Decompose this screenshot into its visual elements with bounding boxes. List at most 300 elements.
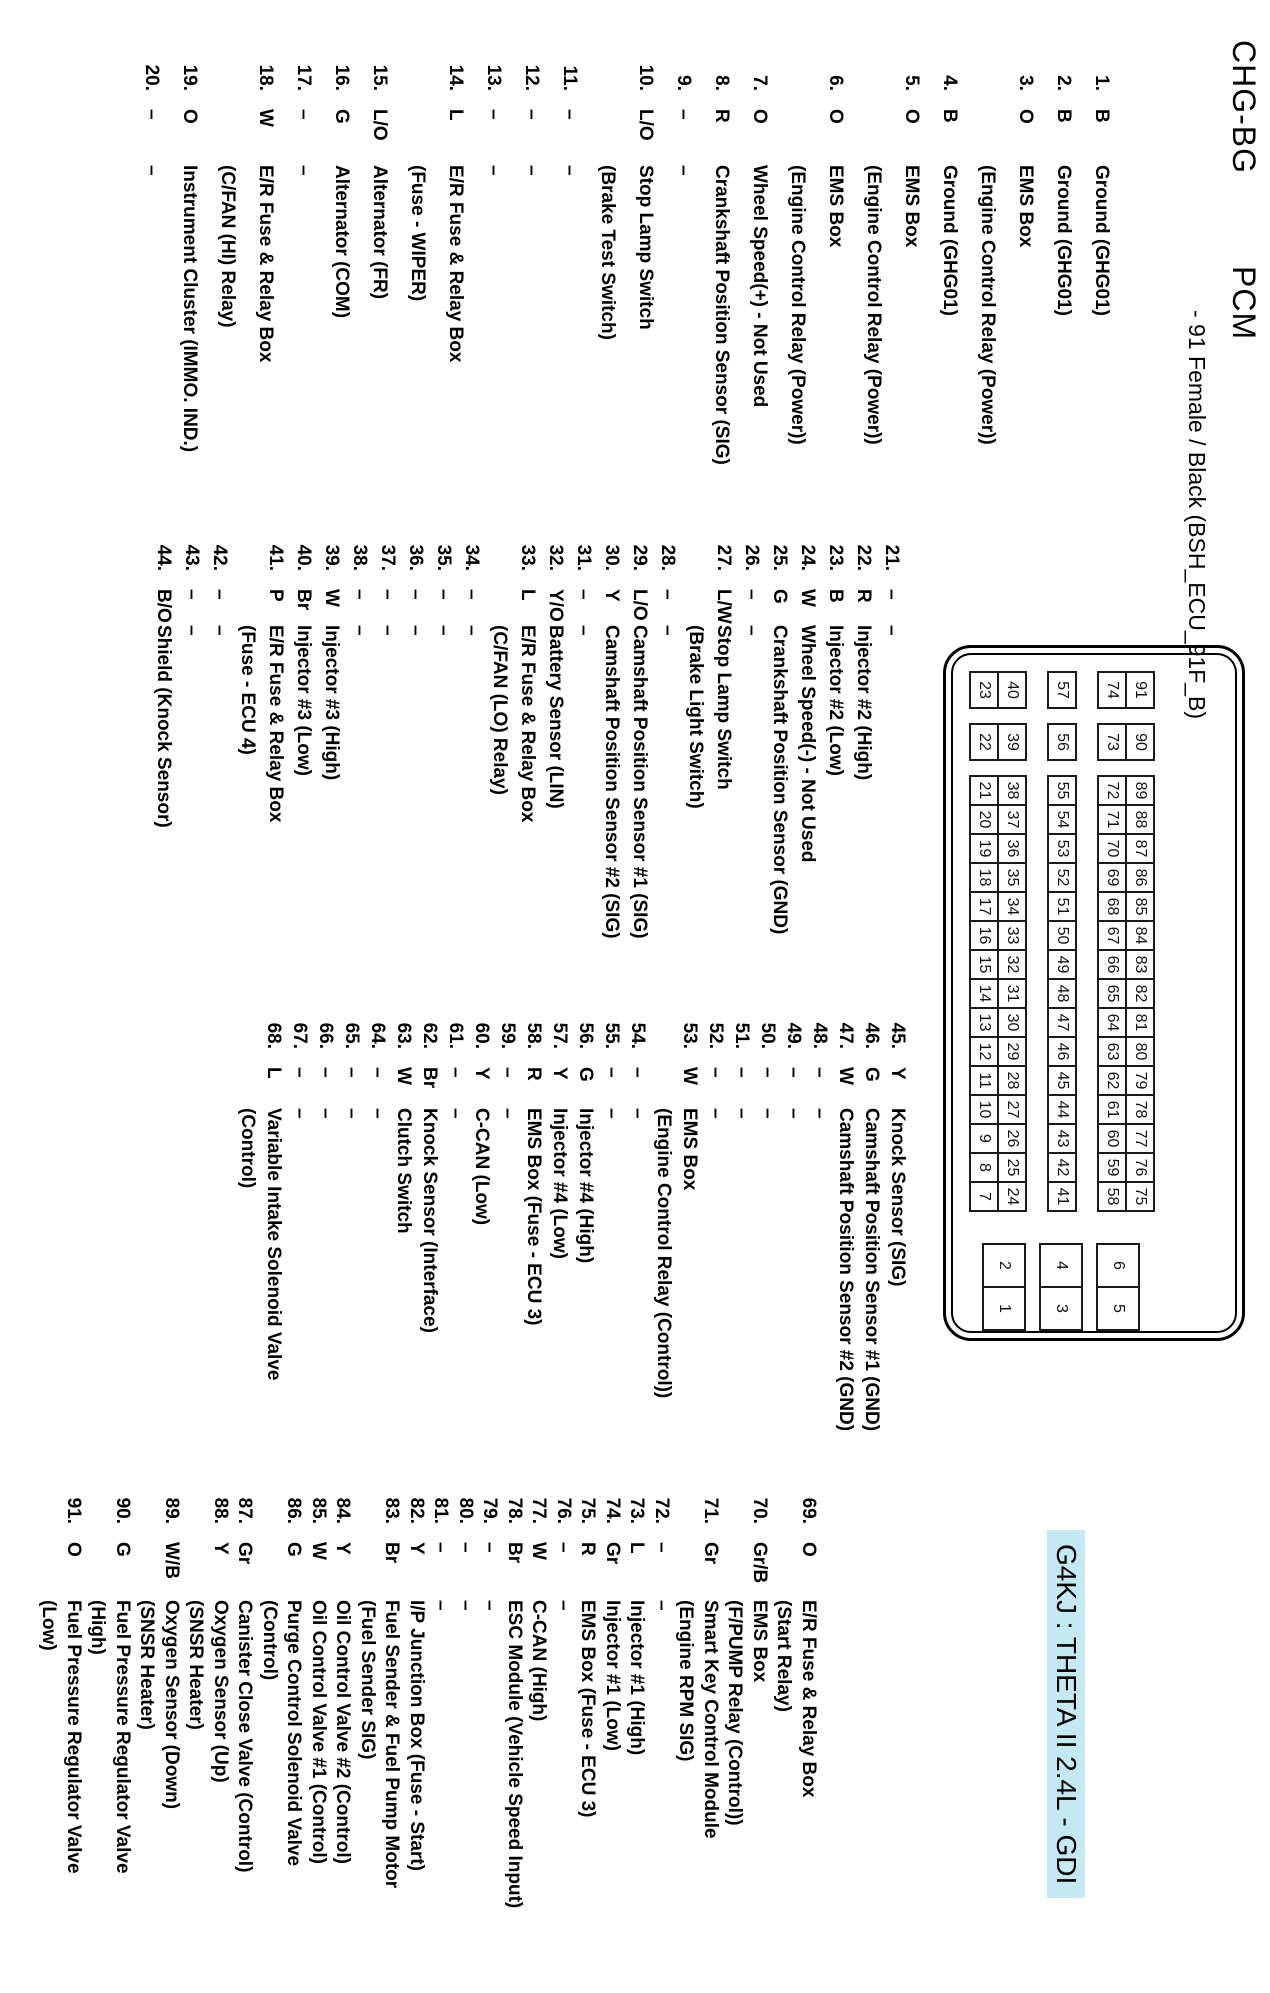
wire-color-code: R — [711, 109, 732, 123]
pin-description-line: Fuel Pressure Regulator Valve — [63, 1600, 84, 1874]
pin-number: 10. — [635, 64, 656, 91]
connector-cavity-18: 18 — [969, 862, 999, 893]
pin-row-85 — [306, 1478, 331, 1864]
pin-description-line: – — [881, 625, 902, 636]
pin-description — [778, 165, 854, 445]
connector-cavity-26: 26 — [997, 1123, 1027, 1154]
wire-color-code: W — [528, 1542, 550, 1560]
pin-description-line: – — [673, 165, 694, 176]
wire-color-code: – — [377, 589, 398, 600]
connector-cavity-70: 70 — [1097, 833, 1127, 864]
pin-number: 46. — [861, 1022, 882, 1049]
connector-cavity-71: 71 — [1097, 804, 1127, 835]
wire-color-code: – — [497, 1067, 518, 1078]
pin-number: 61. — [445, 1022, 466, 1049]
pin-description-line: Smart Key Control Module — [700, 1600, 721, 1839]
pin-row-54 — [624, 1003, 650, 1119]
pin-description-line: – — [497, 1108, 518, 1119]
connector-cavity-11: 11 — [969, 1065, 999, 1096]
pin-description-line: Crankshaft Position Sensor (SIG) — [711, 165, 732, 465]
connector-cavity-83: 83 — [1125, 949, 1155, 980]
wire-color-code: – — [757, 1067, 778, 1078]
wire-color-code: – — [657, 589, 678, 600]
pin-description-line: – — [521, 165, 542, 176]
pin-description-line: E/R Fuse & Relay Box — [255, 165, 276, 363]
pin-description-line: (Control) — [259, 1600, 280, 1681]
pin-row-13 — [474, 45, 512, 176]
pin-row-59 — [494, 1003, 520, 1119]
wire-color-code: W — [321, 589, 342, 607]
pin-description-line: Alternator (COM) — [331, 165, 352, 319]
pin-description — [597, 625, 625, 939]
connector-cavity-33: 33 — [997, 920, 1027, 951]
pin-description-line: Ground (GHG01) — [939, 165, 960, 316]
pin-description-line: Oil Control Valve #1 (Control) — [308, 1600, 329, 1864]
pin-description-line: – — [479, 1600, 501, 1611]
pin-description-line: – — [705, 1108, 726, 1119]
wire-color-code: G — [575, 1067, 596, 1082]
pin-row-70 — [722, 1478, 771, 1826]
pin-number: 66. — [315, 1022, 336, 1049]
wire-color-code: O — [901, 109, 922, 124]
pin-description-line: Fuel Pressure Regulator Valve — [112, 1600, 133, 1874]
pin-number: 43. — [181, 544, 202, 571]
pin-description — [306, 1600, 331, 1864]
pin-row-56 — [572, 1003, 598, 1264]
connector-cavity-75: 75 — [1125, 1181, 1155, 1212]
wire-color-code: Br — [381, 1542, 403, 1564]
pin-row-19 — [170, 45, 208, 453]
pin-description — [884, 1108, 910, 1286]
pin-description-line: Injector #4 (Low) — [549, 1108, 570, 1259]
pin-number: 89. — [161, 1497, 182, 1524]
pin-number: 15. — [369, 64, 390, 91]
pin-description-line: Camshaft Position Sensor #2 (GND) — [835, 1108, 856, 1432]
pin-description-line: Canister Close Valve (Control) — [234, 1600, 256, 1873]
connector-cavity-81: 81 — [1125, 1007, 1155, 1038]
pin-description — [355, 1600, 404, 1888]
connector-cavity-2: 2 — [982, 1243, 1026, 1288]
pin-description-line: (Fuse - WIPER) — [407, 165, 428, 302]
wire-color-code: Y — [210, 1542, 231, 1555]
pin-description-line: – — [573, 625, 594, 636]
pin-description-line: – — [293, 165, 314, 176]
wire-color-code: Y — [887, 1067, 908, 1080]
wire-color-code: – — [483, 109, 504, 120]
pin-description-line: – — [315, 1108, 336, 1119]
pin-description — [551, 1600, 576, 1611]
pin-row-65 — [338, 1003, 364, 1119]
connector-cavity-58: 58 — [1097, 1181, 1127, 1212]
pin-row-29 — [625, 525, 653, 939]
pin-number: 70. — [749, 1497, 770, 1524]
pin-description — [134, 1600, 183, 1809]
wire-color-code: – — [573, 589, 594, 600]
pin-number: 37. — [377, 544, 398, 571]
wire-color-code: – — [601, 1067, 622, 1078]
pin-description — [429, 625, 457, 636]
pin-number: 83. — [381, 1497, 403, 1524]
connector-cavity-35: 35 — [997, 862, 1027, 893]
pin-description-line: – — [461, 625, 482, 636]
connector-cavity-31: 31 — [997, 978, 1027, 1009]
connector-cavity-72: 72 — [1097, 775, 1127, 806]
wire-color-code: Gr — [602, 1542, 623, 1565]
pin-number: 36. — [405, 544, 426, 571]
pin-row-89 — [134, 1478, 183, 1810]
wire-color-code: – — [651, 1542, 672, 1553]
wire-color-code: – — [341, 1067, 362, 1078]
wire-color-code: – — [809, 1067, 830, 1078]
pin-description — [205, 625, 233, 636]
pin-row-15 — [360, 45, 398, 300]
pin-description-line: – — [405, 625, 426, 636]
pin-row-73 — [624, 1478, 649, 1756]
pin-description — [858, 1108, 884, 1431]
connector-cavity-78: 78 — [1125, 1094, 1155, 1125]
wire-color-code: – — [289, 1067, 310, 1078]
pin-number: 18. — [255, 64, 276, 91]
pin-description — [653, 625, 681, 636]
wire-color-code: – — [433, 589, 454, 600]
wire-color-code: G — [861, 1067, 882, 1082]
wire-color-code: W — [255, 109, 276, 127]
wire-color-code: L — [263, 1067, 284, 1079]
connector-cavity-48: 48 — [1047, 978, 1077, 1009]
pin-number: 38. — [349, 544, 370, 571]
pin-number: 59. — [497, 1022, 518, 1049]
pin-row-37 — [373, 525, 401, 636]
pin-row-80 — [453, 1478, 478, 1611]
pin-number: 84. — [332, 1497, 354, 1524]
pin-description-line: Injector #4 (High) — [575, 1108, 596, 1264]
pin-row-32 — [541, 525, 569, 809]
pin-number: 12. — [521, 64, 542, 91]
connector-cavity-80: 80 — [1125, 1036, 1155, 1067]
pin-group-1-20 — [132, 45, 1120, 465]
pin-description — [702, 1108, 728, 1119]
pin-description — [832, 1108, 858, 1431]
pin-number: 35. — [433, 544, 454, 571]
pin-number: 8. — [711, 75, 732, 91]
connector-cavity-23: 23 — [969, 671, 999, 709]
connector-cavity-25: 25 — [997, 1152, 1027, 1183]
pin-row-75 — [575, 1478, 600, 1818]
pin-number: 57. — [549, 1022, 570, 1049]
pin-row-68 — [234, 1003, 286, 1381]
pin-description — [234, 1108, 286, 1380]
pin-row-20 — [132, 45, 170, 176]
pin-number: 6. — [825, 75, 846, 91]
pin-number: 81. — [430, 1497, 452, 1524]
pin-number: 63. — [393, 1022, 414, 1049]
pin-description-line: Injector #2 (Low) — [825, 625, 846, 776]
wire-color-code: Y — [471, 1067, 492, 1080]
connector-cavity-24: 24 — [997, 1181, 1027, 1212]
pin-number: 54. — [627, 1022, 648, 1049]
wire-color-code: – — [553, 1542, 574, 1553]
pin-description-line: ESC Module (Vehicle Speed Input) — [504, 1600, 525, 1909]
pin-number: 90. — [112, 1497, 133, 1524]
connector-cavity-61: 61 — [1097, 1094, 1127, 1125]
pin-row-5 — [854, 45, 930, 445]
wire-color-code: B — [939, 109, 960, 123]
pin-description-line: – — [601, 1108, 622, 1119]
pin-row-35 — [429, 525, 457, 636]
wire-color-code: B/O — [153, 589, 174, 623]
pin-description — [754, 1108, 780, 1119]
pin-number: 29. — [629, 544, 650, 571]
pin-row-12 — [512, 45, 550, 176]
pin-description-line: Stop Lamp Switch — [635, 165, 656, 330]
wire-color-code: W — [308, 1542, 329, 1560]
wire-color-code: L — [626, 1542, 648, 1554]
pin-description-line: – — [289, 1108, 310, 1119]
pin-number: 64. — [367, 1022, 388, 1049]
pin-description — [722, 1600, 771, 1826]
connector-cavity-73: 73 — [1097, 723, 1127, 761]
pin-row-43 — [177, 525, 205, 636]
pin-description — [286, 1108, 312, 1119]
pin-description — [737, 625, 765, 636]
wire-color-code: B — [825, 589, 846, 603]
pin-number: 40. — [293, 544, 314, 571]
pin-description-line: – — [553, 1600, 574, 1611]
pin-number: 9. — [673, 75, 694, 91]
pin-description-line: – — [651, 1600, 672, 1611]
pin-description-line: Instrument Cluster (IMMO. IND.) — [179, 165, 200, 453]
pin-row-74 — [600, 1478, 625, 1751]
pin-description-line: Stop Lamp Switch — [713, 625, 734, 790]
pin-description-line: (Engine RPM SIG) — [675, 1600, 697, 1762]
pin-description-line: – — [430, 1600, 452, 1611]
wire-color-code: – — [293, 109, 314, 120]
wire-color-code: P — [265, 589, 286, 602]
pin-row-10 — [588, 45, 664, 340]
module-name: PCM — [1226, 266, 1262, 341]
pin-description — [477, 1600, 502, 1611]
pin-number: 50. — [757, 1022, 778, 1049]
connector-cavity-66: 66 — [1097, 949, 1127, 980]
pin-description-line: Injector #3 (Low) — [293, 625, 314, 776]
pin-number: 47. — [835, 1022, 856, 1049]
wire-color-code: – — [349, 589, 370, 600]
connector-cavity-62: 62 — [1097, 1065, 1127, 1096]
connector-cavity-77: 77 — [1125, 1123, 1155, 1154]
connector-cavity-28: 28 — [997, 1065, 1027, 1096]
pin-description — [780, 1108, 806, 1119]
pin-description-line: Alternator (FR) — [369, 165, 390, 300]
pin-number: 55. — [601, 1022, 622, 1049]
pin-description-line: Crankshaft Position Sensor (GND) — [769, 625, 790, 935]
page-title — [1225, 40, 1262, 340]
connector-cavity-30: 30 — [997, 1007, 1027, 1038]
pin-row-14 — [398, 45, 474, 363]
pin-number: 42. — [209, 544, 230, 571]
wire-color-code: – — [315, 1067, 336, 1078]
wire-color-code: – — [559, 109, 580, 120]
pin-description — [390, 1108, 416, 1234]
pin-number: 88. — [210, 1497, 231, 1524]
pin-description — [364, 1108, 390, 1119]
pin-row-11 — [550, 45, 588, 176]
pin-number: 1. — [1091, 75, 1112, 91]
pin-description-line: Oxygen Sensor (Down) — [161, 1600, 182, 1810]
pin-description-line: EMS Box — [749, 1600, 770, 1683]
pin-number: 24. — [797, 544, 818, 571]
pin-row-57 — [546, 1003, 572, 1259]
pin-number: 30. — [601, 544, 622, 571]
pin-description — [232, 1600, 257, 1872]
connector-cavity-29: 29 — [997, 1036, 1027, 1067]
pin-description-line: C-CAN (High) — [528, 1600, 550, 1722]
pin-description — [457, 625, 485, 636]
pin-row-27 — [681, 525, 737, 809]
pin-description-line: – — [741, 625, 762, 636]
wire-color-code: L — [445, 109, 466, 121]
pin-number: 5. — [901, 75, 922, 91]
connector-cavity-84: 84 — [1125, 920, 1155, 951]
pin-number: 31. — [573, 544, 594, 571]
pin-number: 51. — [731, 1022, 752, 1049]
wire-color-code: R — [577, 1542, 599, 1556]
wire-color-code: O — [1015, 109, 1036, 124]
connector-code: CHG-BG — [1226, 40, 1262, 174]
pin-description-line: (Engine Control Relay (Control)) — [653, 1108, 674, 1399]
connector-cavity-14: 14 — [969, 978, 999, 1009]
pin-description-line: Oil Control Valve #2 (Control) — [332, 1600, 354, 1864]
pin-row-21 — [877, 525, 905, 636]
pin-row-47 — [832, 1003, 858, 1432]
pin-description — [625, 625, 653, 939]
wire-color-code: – — [881, 589, 902, 600]
pin-number: 87. — [234, 1497, 256, 1524]
pin-number: 77. — [528, 1497, 550, 1524]
pin-description — [85, 1600, 134, 1874]
pin-description — [322, 165, 360, 318]
pin-description — [877, 625, 905, 636]
connector-cavity-16: 16 — [969, 920, 999, 951]
pin-row-91 — [36, 1478, 85, 1874]
pin-description — [600, 1600, 625, 1751]
wire-color-code: – — [627, 1067, 648, 1078]
pin-description-line: (SNSR Heater) — [185, 1600, 207, 1730]
pin-row-31 — [569, 525, 597, 636]
pin-description — [330, 1600, 355, 1864]
pin-row-25 — [765, 525, 793, 935]
connector-cavity-68: 68 — [1097, 891, 1127, 922]
connector-cavity-82: 82 — [1125, 978, 1155, 1009]
pin-number: 86. — [283, 1497, 305, 1524]
connector-cavity-52: 52 — [1047, 862, 1077, 893]
pin-row-49 — [780, 1003, 806, 1119]
connector-cavity-64: 64 — [1097, 1007, 1127, 1038]
pin-row-60 — [468, 1003, 494, 1226]
pin-number: 78. — [504, 1497, 525, 1524]
pin-number: 19. — [179, 64, 200, 91]
pin-number: 41. — [265, 544, 286, 571]
pin-group-69-91 — [36, 1478, 820, 1909]
pin-description-line: (Engine Control Relay (Power)) — [787, 165, 808, 445]
pin-row-53 — [650, 1003, 702, 1399]
pin-description-line: Knock Sensor (SIG) — [887, 1108, 908, 1287]
pin-description-line: – — [731, 1108, 752, 1119]
pin-description-line: (Brake Test Switch) — [597, 165, 618, 340]
connector-cavity-85: 85 — [1125, 891, 1155, 922]
pin-description-line: Ground (GHG01) — [1053, 165, 1074, 316]
pin-description — [806, 1108, 832, 1119]
pin-description — [765, 625, 793, 934]
pin-description-line: – — [559, 165, 580, 176]
pin-description — [149, 625, 177, 828]
pin-row-24 — [793, 525, 821, 863]
pin-number: 60. — [471, 1022, 492, 1049]
connector-cavity-91: 91 — [1125, 671, 1155, 709]
pin-row-2 — [1044, 45, 1082, 316]
wire-color-code: – — [141, 109, 162, 120]
pin-description-line: Clutch Switch — [393, 1108, 414, 1234]
pin-row-90 — [85, 1478, 134, 1874]
connector-cavity-1: 1 — [982, 1286, 1026, 1331]
wire-color-code: – — [209, 589, 230, 600]
pin-description — [373, 625, 401, 636]
connector-cavity-53: 53 — [1047, 833, 1077, 864]
pin-number: 39. — [321, 544, 342, 571]
pin-row-71 — [673, 1478, 722, 1839]
wire-color-code: O — [63, 1542, 84, 1557]
pin-description-line: Variable Intake Solenoid Valve — [263, 1108, 284, 1381]
pin-number: 65. — [341, 1022, 362, 1049]
pin-number: 85. — [308, 1497, 329, 1524]
wire-color-code: O — [179, 109, 200, 124]
pin-number: 20. — [141, 64, 162, 91]
connector-cavity-86: 86 — [1125, 862, 1155, 893]
wire-color-code: Y — [549, 1067, 570, 1080]
pin-number: 62. — [419, 1022, 440, 1049]
pin-description-line: (SNSR Heater) — [136, 1600, 158, 1730]
connector-cavity-32: 32 — [997, 949, 1027, 980]
pin-description-line: Wheel Speed(-) - Not Used — [797, 625, 818, 863]
pin-row-26 — [737, 525, 765, 636]
pin-description — [233, 625, 289, 822]
pin-row-77 — [526, 1478, 551, 1722]
pin-number: 23. — [825, 544, 846, 571]
pin-description — [793, 625, 821, 863]
pin-number: 32. — [545, 544, 566, 571]
pin-number: 52. — [705, 1022, 726, 1049]
pin-description-line: – — [141, 165, 162, 176]
pin-row-63 — [390, 1003, 416, 1234]
pin-description-line: – — [627, 1108, 648, 1119]
connector-cavity-38: 38 — [997, 775, 1027, 806]
connector-diagram — [943, 645, 1245, 1341]
pin-description-line: (C/FAN (LO) Relay) — [489, 625, 510, 795]
pin-row-22 — [849, 525, 877, 781]
wire-color-code: – — [430, 1542, 452, 1553]
pin-description-line: – — [341, 1108, 362, 1119]
connector-cavity-74: 74 — [1097, 671, 1127, 709]
pin-description — [474, 165, 512, 176]
pin-description-line: (High) — [87, 1600, 109, 1655]
wire-color-code: W — [797, 589, 818, 607]
wire-color-code: L/W — [713, 589, 734, 624]
pin-description — [854, 165, 930, 445]
connector-cavity-5: 5 — [1096, 1286, 1140, 1331]
connector-cavity-27: 27 — [997, 1094, 1027, 1125]
pin-description — [485, 625, 541, 822]
connector-cavity-17: 17 — [969, 891, 999, 922]
pin-row-7 — [740, 45, 778, 408]
